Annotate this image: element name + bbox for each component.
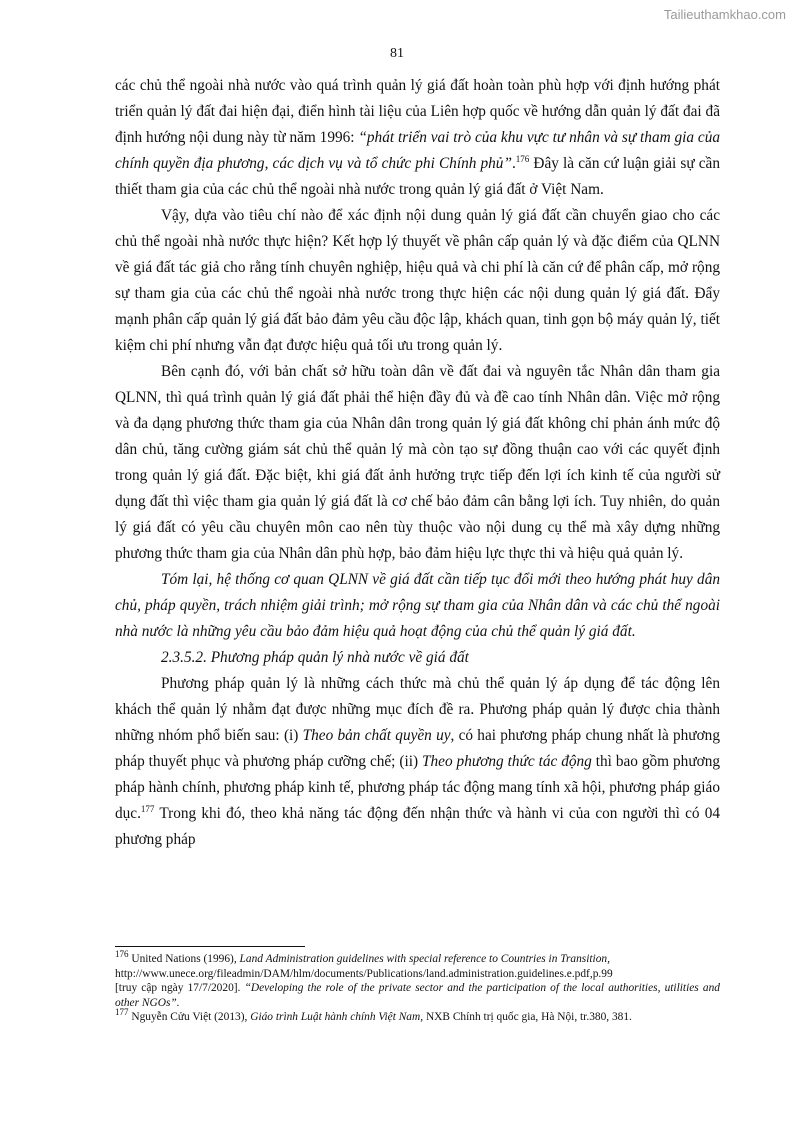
body-text bbox=[115, 73, 720, 853]
footnote-176: $^{176}$ United Nations (1996), Land Administration guidelines with special reference to Countries in Transition, http://www.unece.org/fileadmin/DAM/hlm/documents/Publications/land.administration.guidelines.e.pdf,p.99 [truy cập ngày 17/7/2020]. “Developing the role of the private sector and the participation of the local authorities, utilities and other NGOs”. bbox=[115, 949, 720, 1009]
footnote-ref-177[interactable]: 177 bbox=[140, 803, 155, 814]
paragraph-2: Vậy, dựa vào tiêu chí nào để xác định nội dung quản lý giá đất cần chuyển giao cho các chủ thể ngoài nhà nước thực hiện? Kết hợp lý thuyết về phân cấp quản lý và đặc điểm của QLNN về giá đất tác giả cho rằng tính chuyên nghiệp, hiệu quả và chi phí là căn cứ để phân cấp, mở rộng sự tham gia của các chủ thể ngoài nhà nước trong thực hiện các nội dung quản lý giá đất. Đẩy mạnh phân cấp quản lý giá đất bảo đảm yêu cầu độc lập, khách quan, tinh gọn bộ máy quản lý, tiết kiệm chi phí nhưng vẫn đạt được hiệu quả tối ưu trong quản lý. bbox=[115, 207, 720, 354]
un-quote: “phát triển vai trò của khu vực tư nhân và sự tham gia của chính quyền địa phương, các dịch vụ và tổ chức phi Chính phủ” bbox=[115, 129, 721, 172]
footnote-ref-176[interactable]: 176 bbox=[515, 153, 530, 164]
paragraph-3: Bên cạnh đó, với bản chất sở hữu toàn dân về đất đai và nguyên tắc Nhân dân tham gia QLNN, thì quá trình quản lý giá đất phải thể hiện đầy đủ và đề cao tính Nhân dân. Việc mở rộng và đa dạng phương thức tham gia của Nhân dân trong quản lý giá đất không chỉ phản ánh mức độ dân chủ, tăng cường giám sát chủ thể quản lý mà còn tạo sự đồng thuận cao với các quyết định trong quản lý giá đất. Đặc biệt, khi giá đất ảnh hưởng trực tiếp đến lợi ích kinh tế của người sử dụng đất thì việc tham gia quản lý giá đất là cơ chế bảo đảm cân bằng lợi ích. Tuy nhiên, do quản lý giá đất có yêu cầu chuyên môn cao nên tùy thuộc vào nội dung cụ thể mà xây dựng những phương thức tham gia của Nhân dân phù hợp, bảo đảm hiệu lực thực thi và hiệu quả quản lý. bbox=[115, 363, 720, 562]
footnotes bbox=[115, 949, 720, 1025]
footnote-url[interactable]: http://www.unece.org/fileadmin/DAM/hlm/documents/Publications/land.administration.guidelines.e.pdf,p.99 bbox=[115, 967, 613, 980]
section-heading: 2.3.5.2. Phương pháp quản lý nhà nước về giá đất bbox=[161, 649, 469, 666]
paragraph-1: các chủ thể ngoài nhà nước vào quá trình quản lý giá đất hoàn toàn phù hợp với định hướng phát triển quản lý đất đai hiện đại, điển hình tài liệu của Liên hợp quốc về hướng dẫn quản lý đất đai đã định hướng nội dung này từ năm 1996: “phát triển vai trò của khu vực tư nhân và sự tham gia của chính quyền địa phương, các dịch vụ và tổ chức phi Chính phủ”.$^{176}$ Đây là căn cứ luận giải sự cần thiết tham gia của các chủ thể ngoài nhà nước trong quản lý giá đất ở Việt Nam. bbox=[115, 77, 721, 198]
watermark: Tailieuthamkhao.com bbox=[663, 7, 786, 22]
footnote-177: $^{177}$ Nguyễn Cửu Việt (2013), Giáo trình Luật hành chính Việt Nam, NXB Chính trị quốc gia, Hà Nội, tr.380, 381. bbox=[115, 1007, 632, 1023]
page-number: 81 bbox=[390, 46, 404, 61]
paragraph-5: Phương pháp quản lý là những cách thức mà chủ thể quản lý áp dụng để tác động lên khách thể quản lý nhằm đạt được những mục đích đề ra. Phương pháp quản lý được chia thành những nhóm phổ biến sau: (i) Theo bản chất quyền uy, có hai phương pháp chung nhất là phương pháp thuyết phục và phương pháp cưỡng chế; (ii) Theo phương thức tác động thì bao gồm phương pháp hành chính, phương pháp kinh tế, phương pháp tác động mang tính xã hội, phương pháp giáo dục.$^{177}$ Trong khi đó, theo khả năng tác động đến nhận thức và hành vi của con người thì có 04 phương pháp bbox=[115, 675, 721, 848]
footnote-divider bbox=[115, 946, 305, 947]
paragraph-4: Tóm lại, hệ thống cơ quan QLNN về giá đất cần tiếp tục đổi mới theo hướng phát huy dân chủ, pháp quyền, trách nhiệm giải trình; mở rộng sự tham gia của Nhân dân và các chủ thể ngoài nhà nước là những yêu cầu bảo đảm hiệu quả hoạt động của chủ thể quản lý giá đất. bbox=[115, 571, 720, 640]
